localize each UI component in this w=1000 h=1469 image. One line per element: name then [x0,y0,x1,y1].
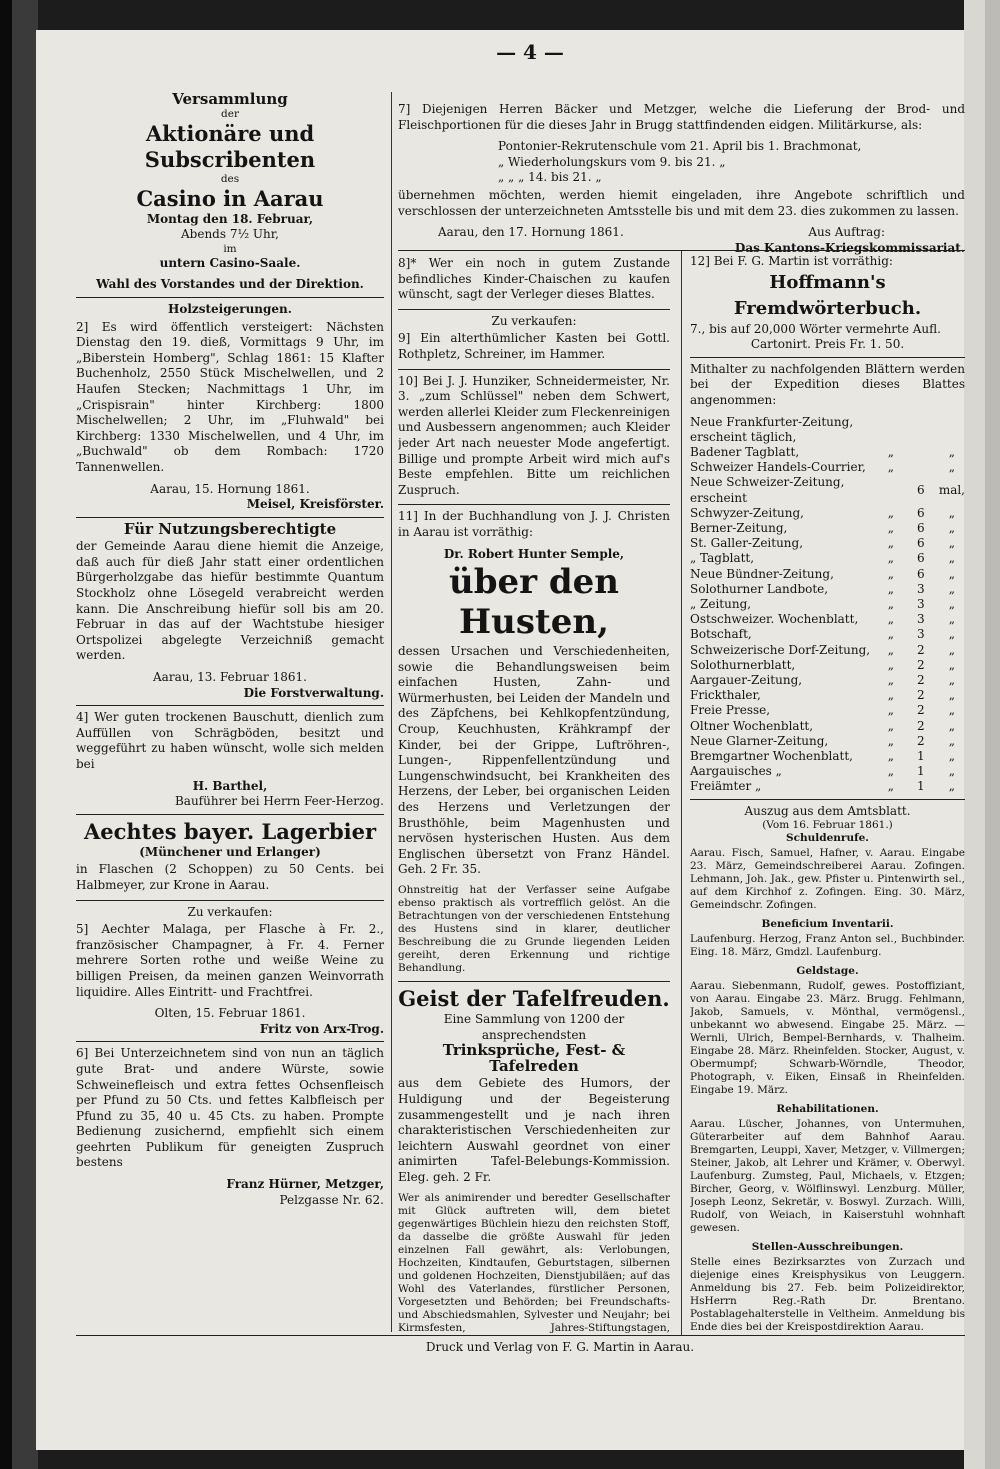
newspaper-q: „ [887,627,894,642]
geist-subtitle: ansprechendsten [481,1027,587,1042]
newspaper-q: „ [887,642,894,657]
column-left [76,92,384,1332]
newspaper-q: „ [887,460,894,475]
newspaper-name: Neue Schweizer-Zeitung, erscheint [690,475,845,505]
wein-notice [76,905,384,1038]
newspaper-name: Frickthaler, [690,688,761,703]
geist-text: aus dem Gebiete des Humors, der Huldigung und der Begeisterung zusammengestellt und je nach ihren charakteristischen Verschiedenheiten zur leichtern Auswahl geordnet von einer animirten Tafel-Belebungs-Kommission. Eleg. geh. 2 Fr. [398,1076,670,1184]
newspaper-q: „ [887,520,894,535]
bier-notice [76,819,384,894]
page-edge-right-outer [985,0,1000,1469]
newspaper-q: „ [887,551,894,566]
newspaper-q: „ [887,536,894,551]
divider [76,705,384,706]
casino-title: Aktionäre und Subscribenten [144,120,316,172]
newspaper-q [879,415,903,445]
newspaper-u: mal, [938,482,965,497]
book-binding [0,0,12,1469]
newspaper-q: „ [887,657,894,672]
notice-signature: Das Kantons-Kriegskommissariat. [734,240,965,255]
newspaper-n: 3 [916,597,925,611]
bauschutt-notice [76,710,384,810]
newspaper-q: „ [887,581,894,596]
kriegskommissariat-notice [398,100,965,256]
wein-signature: Fritz von Arx-Trog. [259,1021,384,1036]
newspaper-name: Schweizer Handels-Courrier, [690,460,866,475]
newspaper-u: „ [948,642,956,657]
schuldenrufe-title: Schuldenrufe. [786,832,869,845]
geist-title2: Trinksprüche, Fest- & Tafelreden [442,1041,626,1075]
bauschutt-text: 4] Wer guten trockenen Bauschutt, dienlich zum Auffüllen von Schrägböden, besitzt und weggeführt zu haben wünscht, wolle sich melden bei [76,710,384,771]
geldstage-text: Aarau. Siebenmann, Rudolf, gewes. Postoffiziant, von Aarau. Eingabe 23. März. Brugg. Fehlmann, Jakob, Samuels, v. Mönthal, vermögensl., unbekannt wo abwesend. Eingabe 25. März. — Wernli, Ulrich, Bempel-Bernhards, v. Thalheim. Eingabe 28. März. Rheinfelden. Stocker, August, v. Obermumpf; Schwarb-Wörndle, Theodor, Photograph, v. Eiken, Einsaß in Rheinfelden. Eingabe 19. März. [690,980,965,1097]
rehabilitationen-title: Rehabilitationen. [776,1103,879,1116]
newspaper-name: Aargauer-Zeitung, [690,673,803,688]
newspaper-u [939,415,965,445]
column-rule-left [391,92,392,1332]
newspaper-u: „ [948,749,956,764]
newspaper-q: „ [887,597,894,611]
newspaper-n: 2 [916,657,925,672]
newspaper-q: „ [887,779,894,794]
nutzung-title: Für Nutzungsberechtigte [123,519,337,538]
divider [398,309,670,310]
newspaper-n: 6 [916,566,925,581]
newspaper-name: Neue Bündner-Zeitung, [690,566,834,581]
geist-subtitle: Eine Sammlung von 1200 der [443,1012,625,1026]
newspaper-u: „ [948,460,956,475]
newspaper-row [690,688,965,703]
divider [76,900,384,901]
book-title: über den Husten, [449,562,619,643]
casino-notice [76,92,384,293]
newspaper-n: 2 [916,703,925,718]
newspaper-u: „ [948,779,956,794]
newspaper-name: Solothurnerblatt, [690,657,796,672]
stellen-title: Stellen-Ausschreibungen. [751,1241,904,1254]
newspaper-u: „ [948,505,956,520]
newspaper-u: „ [948,536,956,551]
newspaper-row [690,506,965,521]
newspaper-u: „ [948,703,956,718]
casino-name: Casino in Aarau [136,185,324,211]
wein-text: 5] Aechter Malaga, per Flasche à Fr. 2., französischer Champagner, à Fr. 4. Ferner mehrere Sorten rothe und weiße Weine zu billigen Preisen, da meinen ganzen Weinvorrath liquidire. Alles Eintritt- und Frachtfrei. [76,922,384,999]
amtsblatt-title: Auszug aus dem Amtsblatt. [744,803,911,818]
newspaper-u: „ [948,688,956,703]
casino-line: der [221,107,239,120]
newspaper-row [690,582,965,597]
notice-line: „ „ „ 14. bis 21. „ [498,170,602,185]
newspaper-name: Solothurner Landbote, [690,581,829,596]
kasten-notice: 9] Ein alterthümlicher Kasten bei Gottl. Rothpletz, Schreiner, im Hammer. [398,331,670,361]
newspaper-row [690,460,965,475]
notice-line: Pontonier-Rekrutenschule vom 21. April bis 1. Brachmonat, [498,139,862,154]
newspaper-q: „ [887,612,894,627]
newspaper-row [690,597,965,612]
book-description: dessen Ursachen und Verschiedenheiten, sowie die Behandlungsweisen beim einfachen Husten, Zahn- und Würmerhusten, bei Leiden der Mandeln und des Zäpfchens, bei Kehlkopfentzündung, Croup, Keuchhusten, Krähkrampf der Kinder, bei der Grippe, Luftröhren-, Lungen-, Rippenfellentzündung und Lungenschwindsucht, bei Krankheiten des Herzens, der Leber, bei organischen Leiden des Herzens und Verletzungen der Brusthöhle, beim Magenhusten und nervösen hysterischen Husten. Aus dem Englischen übersetzt von Franz Händel. Geh. 2 Fr. 35. [398,644,670,877]
metzger-address: Pelzgasse Nr. 62. [279,1192,384,1207]
newspaper-row [690,719,965,734]
divider [690,799,965,800]
newspaper-n: 3 [916,627,925,642]
newspaper-row [690,536,965,551]
holz-text: 2] Es wird öffentlich versteigert: Nächsten Dienstag den 19. dieß, Vormittags 9 Uhr, im „Biberstein Homberg", Schlag 1861: 15 Klafter Buchenholz, 2550 Stück Mischelwellen, und 2 Haufen Stecken; Nachmittags 1 Uhr, im „Crispisrain" hinter Kirchberg: 1800 Mischelwellen; 2 Uhr, im „Fluhwald" bei Kirchberg: 1330 Mischelwellen, und 4 Uhr, im „Buchwald" ob dem Rombach: 1720 Tannenwellen. [76,319,384,474]
holz-signature: Meisel, Kreisförster. [246,497,384,512]
newspaper-row [690,612,965,627]
casino-line: des [220,172,240,185]
schuldenrufe-text: Aarau. Fisch, Samuel, Hafner, v. Aarau. Eingabe 23. März, Gemeindschreiberei Aarau. Zofingen. Lehmann, Joh. Jak., gew. Pfister u. Pintenwirth sel., auf dem Kirchhof z. Zofingen. Eing. 30. März, Gemeindschr. Zofingen. [690,847,965,912]
newspaper-row [690,551,965,566]
bier-text: in Flaschen (2 Schoppen) zu 50 Cents. bei Halbmeyer, zur Krone in Aarau. [76,862,384,892]
newspaper-n: 6 [916,505,925,520]
beneficium-title: Beneficium Inventarii. [761,918,894,931]
newspaper-n: 2 [916,642,925,657]
newspaper-u: „ [948,551,956,566]
geldstage-title: Geldstage. [796,965,859,978]
newspaper-u: „ [948,718,956,733]
hunziker-notice: 10] Bei J. J. Hunziker, Schneidermeister, Nr. 3. „zum Schlüssel" neben dem Schwert, werden allerlei Kleider zum Fleckenreinigen und Ausbessern angenommen; auch Kleider jeder Art nach neuester Mode angefertigt. Billige und prompte Arbeit wird mich auf's Beste empfehlen. Bitte um reichlichen Zuspruch. [398,373,670,497]
divider [76,1041,384,1042]
notice-line: „ Wiederholungskurs vom 9. bis 21. „ [498,154,726,169]
verkaufen-title: Zu verkaufen: [491,313,577,328]
casino-line: im [223,242,237,255]
martin-notice: 12] Bei F. G. Martin ist vorräthig: [690,254,893,268]
newspaper-n: 2 [916,733,925,748]
newspaper-row [690,521,965,536]
newspaper-q: „ [887,505,894,520]
book-note: Ohnstreitig hat der Verfasser seine Aufgabe ebenso praktisch als vortrefflich gelöst. An die Betrachtungen von der verschiedenen Entstehung des Hustens sind in klarer, deutlicher Beschreibung die zu Grunde liegenden Leiden gereiht, deren Erkennung und richtige Behandlung. [398,884,670,974]
newspaper-n: 3 [916,612,925,627]
newspaper-n [903,415,939,445]
newspaper-name: St. Galler-Zeitung, [690,536,804,551]
nutzung-text: der Gemeinde Aarau diene hiemit die Anzeige, daß auch für dieß Jahr statt einer ordentlichen Bürgerholzgabe das hiefür bestimmte Quantum Stockholz ohne Lösegeld verabreicht werden kann. Die Anschreibung hiefür soll bis am 20. Februar in das auf der Wachtstube hiesiger Ortspolizei abgelegte Verzeichniß gemacht werden. [76,539,384,663]
newspaper-name: Berner-Zeitung, [690,520,788,535]
newspaper-q: „ [887,749,894,764]
newspaper-row [690,415,965,445]
newspaper-q [879,475,903,505]
divider [76,517,384,518]
casino-time: Abends 7½ Uhr, [181,227,279,242]
newspaper-name: Neue Frankfurter-Zeitung, erscheint täglich, [690,414,854,444]
newspaper-row [690,475,965,505]
newspaper-q: „ [887,673,894,688]
newspaper-u: „ [948,764,956,779]
newspaper-row [690,749,965,764]
notice-date: Aarau, den 17. Hornung 1861. [438,225,624,240]
mithalter-intro: Mithalter zu nachfolgenden Blättern werden bei der Expedition dieses Blattes angenommen: [690,361,965,407]
newspaper-row [690,643,965,658]
newspaper-row [690,734,965,749]
newspaper-row [690,673,965,688]
newspaper-n: 2 [916,673,925,688]
casino-agenda: Wahl des Vorstandes und der Direktion. [96,277,364,292]
rehabilitationen-text: Aarau. Lüscher, Johannes, von Untermuhen, Güterarbeiter auf dem Bahnhof Aarau. Bremgarten, Leuppi, Xaver, Metzger, v. Villmergen; Steiner, Jakob, alt Lehrer und Krämer, v. Oberwyl. Laufenburg. Zumsteg, Paul, Michaels, v. Etzgen; Bircher, Georg, v. Wölflinswyl. Lenzburg. Müller, Joseph Leonz, Sekretär, v. Boswyl. Zurzach. Willi, Rudolf, von Weiach, in Kaiserstuhl wohnhaft gewesen. [690,1118,965,1235]
newspaper-row [690,658,965,673]
notice-text: 7] Diejenigen Herren Bäcker und Metzger, welche die Lieferung der Brod- und Fleischportionen für die dieses Jahr in Brugg stattfindenden eidgen. Militärkurse, als: [398,102,965,132]
footer-rule [76,1335,965,1336]
newspaper-name: Schwyzer-Zeitung, [690,505,804,520]
newspaper-row [690,703,965,718]
newspaper-n: 3 [916,581,925,596]
hoffmann-price: Cartonirt. Preis Fr. 1. 50. [750,337,905,352]
newspaper-name: Aargauisches „ [690,764,782,779]
casino-location: untern Casino-Saale. [159,255,301,270]
column-right [690,254,965,1334]
newspaper-u: „ [948,673,956,688]
holz-notice [76,302,384,513]
newspaper-n: 1 [916,749,925,764]
newspaper-name: Badener Tagblatt, [690,444,800,459]
notice-auftrag: Aus Auftrag: [808,225,885,240]
wein-date: Olten, 15. Februar 1861. [154,1006,306,1021]
newspaper-name: „ Zeitung, [690,597,752,611]
newspaper-n: 6 [916,551,925,566]
newspaper-name: Freie Presse, [690,703,771,718]
newspaper-row [690,445,965,460]
christen-notice: 11] In der Buchhandlung von J. J. Christen in Aarau ist vorräthig: [398,509,670,539]
newspaper-q: „ [887,733,894,748]
divider [76,814,384,815]
newspaper-name: Oltner Wochenblatt, [690,718,814,733]
amtsblatt-date: (Vom 16. Februar 1861.) [762,819,893,832]
newspaper-row [690,779,965,794]
metzger-notice [76,1046,384,1208]
newspaper-u: „ [948,444,956,459]
newspaper-q: „ [887,718,894,733]
newspaper-u: „ [948,733,956,748]
newspaper-q: „ [887,566,894,581]
newspaper-u: „ [948,520,956,535]
bauschutt-name: H. Barthel, [192,778,268,793]
nutzung-signature: Die Forstverwaltung. [243,685,384,700]
newspaper-n: 6 [916,520,925,535]
column-middle [398,254,670,1334]
newspaper-row [690,567,965,582]
newspaper-n: 6 [916,482,925,497]
newspaper-u: „ [948,566,956,581]
casino-heading: Versammlung [172,92,288,108]
newspaper-u: „ [948,597,956,611]
newspaper-q: „ [887,764,894,779]
wein-title: Zu verkaufen: [187,904,273,919]
geist-note: Wer als animirender und beredter Gesellschafter mit Glück auftreten will, dem bietet gegenwärtiges Büchlein hiezu den reichsten Stoff, da dasselbe die größte Auswahl für jeden einzelnen Fall gewährt, als: Verlobungen, Hochzeiten, Kindtaufen, Geburtstagen, silbernen und goldenen Hochzeiten, Dienstjubiläen; auf das Wohl des Vaterlandes, fürstlicher Personen, Vorgesetzten und Behörden; bei Freundschafts- und Abschiedsmahlen, Sylvester und Neujahr; bei Kirmsfesten, Jahres-Stiftungstagen, [398,1191,670,1334]
newspaper-name: Bremgartner Wochenblatt, [690,749,853,764]
bier-subtitle: (Münchener und Erlanger) [139,844,321,859]
book-author: Dr. Robert Hunter Semple, [443,546,625,561]
divider [398,504,670,505]
bier-title: Aechtes bayer. Lagerbier [83,818,377,844]
newspaper-q: „ [887,688,894,703]
hoffmann-text: 7., bis auf 20,000 Wörter vermehrte Aufl. [690,321,941,336]
newspaper-name: „ Tagblatt, [690,551,755,566]
newspaper-list [690,415,965,795]
nutzung-notice [76,519,384,702]
column-rule-right [681,250,682,1335]
bauschutt-signature: Bauführer bei Herrn Feer-Herzog. [174,794,384,809]
newspaper-name: Botschaft, [690,627,752,642]
holz-date: Aarau, 15. Hornung 1861. [150,481,310,496]
newspaper-u: „ [948,627,956,642]
chaise-notice: 8]* Wer ein noch in gutem Zustande befindliches Kinder-Chaischen zu kaufen wünscht, sagt der Verleger dieses Blattes. [398,256,670,302]
stellen-text: Stelle eines Bezirksarztes von Zurzach und diejenige eines Kreisphysikus von Leuggern. Anmeldung bis 27. Feb. beim Polizeidirektor, HsHerrn Reg.-Rath Dr. Brentano. Postablagehalterstelle in Veltheim. Anmeldung bis Ende dies bei der Kreispostdirektion Aarau. [690,1256,965,1334]
newspaper-q: „ [887,444,894,459]
casino-date: Montag den 18. Februar, [146,211,314,226]
hoffmann-title: Hoffmann's Fremdwörterbuch. [733,271,922,319]
beneficium-text: Laufenburg. Herzog, Franz Anton sel., Buchbinder. Eing. 18. März, Gmdzl. Laufenburg. [690,933,965,959]
newspaper-n: 2 [916,718,925,733]
divider [398,250,965,251]
newspaper-n [903,460,939,475]
newspaper-row [690,627,965,642]
page-number: — 4 — [496,40,564,64]
divider [398,981,670,982]
newspaper-u: „ [948,657,956,672]
geist-title: Geist der Tafelfreuden. [398,986,670,1011]
newspaper-n: 1 [916,764,925,779]
divider [690,357,965,358]
metzger-text: 6] Bei Unterzeichnetem sind von nun an täglich gute Brat- und andere Würste, sowie Schweinefleisch und extra fettes Ochsenfleisch per Pfund zu 50 Cts. und fettes Kalbfleisch per Pfund zu 35, 40 u. 45 Cts. zu haben. Prompte Bedienung zusichernd, empfiehlt sich einem geehrten Publikum für geneigten Zuspruch bestens [76,1046,384,1170]
newspaper-name: Ostschweizer. Wochenblatt, [690,612,859,627]
newspaper-q: „ [887,703,894,718]
divider [76,297,384,298]
divider [398,369,670,370]
holz-title: Holzsteigerungen. [168,301,292,316]
page-edge-left [12,0,38,1469]
newspaper-name: Freiämter „ [690,779,762,794]
newspaper-row [690,764,965,779]
nutzung-date: Aarau, 13. Februar 1861. [153,670,307,685]
imprint-footer: Druck und Verlag von F. G. Martin in Aarau. [425,1340,695,1354]
newspaper-u: „ [948,581,956,596]
metzger-name: Franz Hürner, Metzger, [226,1177,384,1192]
newspaper-n: 2 [916,688,925,703]
newspaper-u: „ [948,612,956,627]
newspaper-n: 6 [916,536,925,551]
newspaper-name: Neue Glarner-Zeitung, [690,733,829,748]
newspaper-n [903,445,939,460]
newspaper-name: Schweizerische Dorf-Zeitung, [690,642,871,657]
notice-text: übernehmen möchten, werden hiemit eingeladen, ihre Angebote schriftlich und verschlossen der unterzeichneten Amtsstelle bis und mit dem 23. dies zukommen zu lassen. [398,187,965,218]
newspaper-n: 1 [916,779,925,794]
